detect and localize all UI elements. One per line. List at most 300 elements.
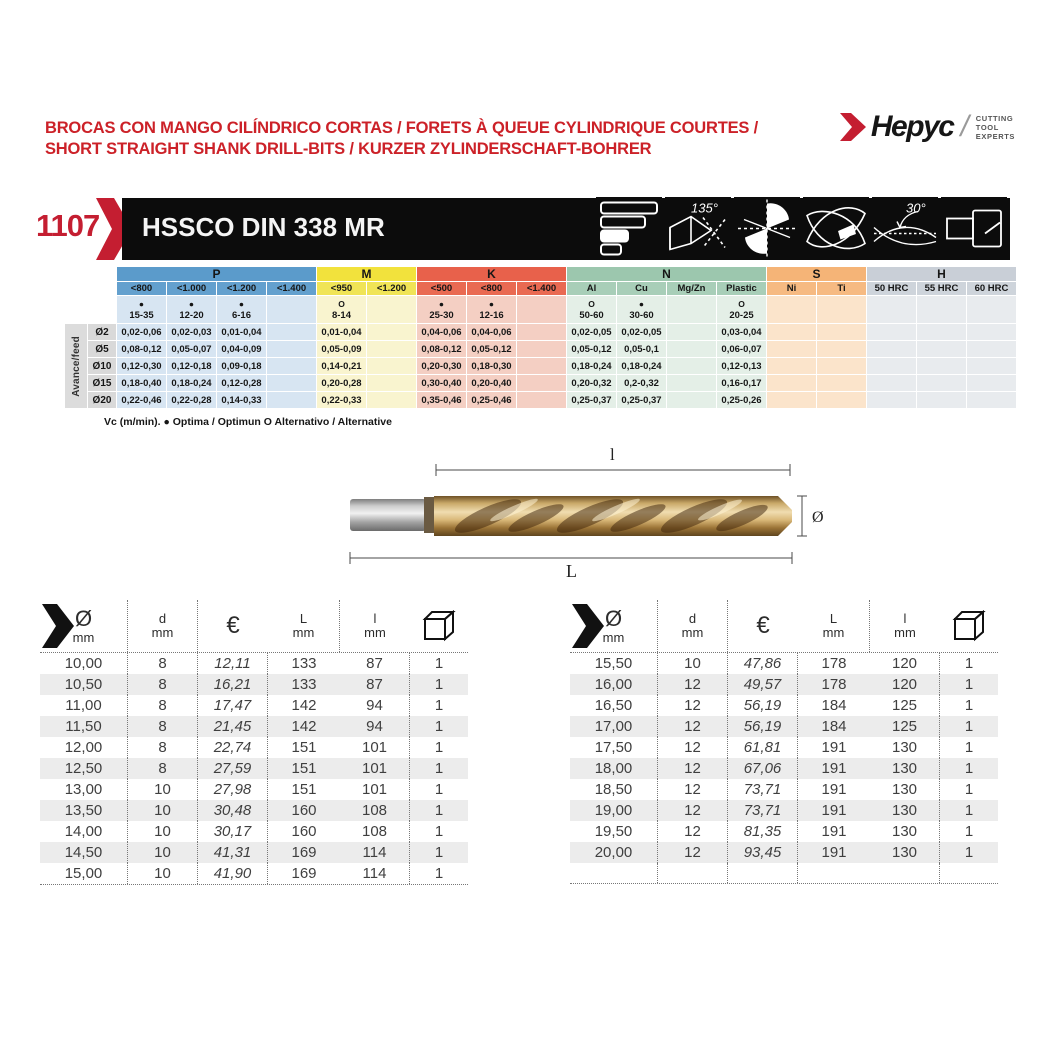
feed-value-cell: 0,12-0,13 <box>717 358 766 374</box>
drill-body <box>434 493 792 539</box>
feed-value-cell: 0,2-0,32 <box>617 375 666 391</box>
price-value: 81,35 <box>728 821 798 842</box>
material-sub-header: <500 <box>417 282 466 295</box>
total-length-value: 142 <box>291 718 317 735</box>
cylindrical-shank-icon <box>941 197 1007 260</box>
vc-cell <box>517 296 566 323</box>
price-value: 22,74 <box>198 737 268 758</box>
total-length-value: 178 <box>821 655 847 672</box>
feed-value-cell <box>667 392 716 408</box>
vc-cell <box>867 296 916 323</box>
alternative-symbol: O <box>338 298 345 309</box>
vc-cell <box>617 296 666 323</box>
feed-value-cell <box>667 324 716 340</box>
feed-value-cell: 0,25-0,26 <box>717 392 766 408</box>
col-header-diameter: Ø mm <box>570 600 658 652</box>
price-row <box>40 737 468 758</box>
feed-value-cell: 0,25-0,37 <box>617 392 666 408</box>
package-qty: 1 <box>964 823 974 840</box>
total-length-value: 160 <box>291 802 317 819</box>
flute-length-value: 87 <box>340 653 410 674</box>
col-header-package <box>410 600 468 652</box>
total-length-value: 133 <box>291 676 317 693</box>
material-sub-header: Mg/Zn <box>667 282 716 295</box>
price-value: 67,06 <box>728 758 798 779</box>
optimal-symbol: ● <box>138 298 145 309</box>
material-group-header: N <box>567 267 766 281</box>
price-value: 73,71 <box>728 800 798 821</box>
package-qty: 1 <box>964 676 974 693</box>
vc-range: 6-16 <box>231 309 251 321</box>
price-value: 30,48 <box>198 800 268 821</box>
shank-value: 10 <box>128 800 198 821</box>
vc-range: 20-25 <box>729 309 754 321</box>
col-header-total-length: L mm <box>798 600 870 652</box>
shank-value: 10 <box>128 842 198 863</box>
material-sub-header: 50 HRC <box>867 282 916 295</box>
shank-value: 8 <box>128 716 198 737</box>
feed-axis-label <box>65 324 87 408</box>
cutting-data-table <box>64 266 1017 409</box>
feed-value-cell: 0,12-0,28 <box>217 375 266 391</box>
feed-value-cell: 0,04-0,06 <box>467 324 516 340</box>
point-angle-135-icon <box>665 197 731 260</box>
feed-value-cell: 0,09-0,18 <box>217 358 266 374</box>
flute-length-value: 130 <box>870 737 940 758</box>
drill-figure <box>338 446 830 580</box>
price-row <box>570 737 998 758</box>
avance-feed-label: Avance/feed <box>70 335 82 397</box>
brand-slash: / <box>960 110 969 143</box>
price-table-body <box>570 653 998 884</box>
feed-value-cell: 0,01-0,04 <box>317 324 366 340</box>
total-length-value: 191 <box>821 823 847 840</box>
price-value: 73,71 <box>728 779 798 800</box>
package-qty: 1 <box>434 760 444 777</box>
spacer-cell <box>65 296 116 323</box>
feed-value-cell: 0,04-0,06 <box>417 324 466 340</box>
tagline-line: CUTTING <box>975 113 1014 123</box>
vc-cell <box>467 296 516 323</box>
vc-cell <box>967 296 1016 323</box>
spacer-row <box>570 863 998 883</box>
diameter-row-header: Ø2 <box>88 324 116 340</box>
feed-value-cell <box>267 358 316 374</box>
feed-value-cell: 0,02-0,05 <box>617 324 666 340</box>
package-qty: 1 <box>434 823 444 840</box>
diameter-value: 20,00 <box>570 842 658 863</box>
price-row <box>570 821 998 842</box>
price-row <box>570 800 998 821</box>
package-qty: 1 <box>964 802 974 819</box>
page-title-line2: SHORT STRAIGHT SHANK DRILL-BITS / KURZER ZYLINDERSCHAFT-BOHRER <box>45 140 652 158</box>
flute-length-value: 130 <box>870 800 940 821</box>
shank-value: 12 <box>658 674 728 695</box>
feed-value-cell: 0,35-0,46 <box>417 392 466 408</box>
col-header-flute-length: l mm <box>894 611 916 640</box>
price-value: 56,19 <box>728 716 798 737</box>
diameter-value: 12,50 <box>40 758 128 779</box>
vc-cell <box>717 296 766 323</box>
spacer-cell <box>940 863 998 883</box>
col-header-total-length: L mm <box>268 600 340 652</box>
brand-logo <box>840 110 1015 144</box>
feed-value-cell: 0,02-0,05 <box>567 324 616 340</box>
feed-value-cell: 0,04-0,09 <box>217 341 266 357</box>
col-header-diameter: Ø mm <box>40 600 128 652</box>
price-table-header <box>40 600 468 653</box>
product-name: HSSCO DIN 338 MR <box>142 212 385 242</box>
flute-length-value: 130 <box>870 758 940 779</box>
helix-angle-30-icon <box>872 197 938 260</box>
feed-value-cell: 0,22-0,28 <box>167 392 216 408</box>
drill-tip <box>778 496 792 536</box>
vc-cell <box>117 296 166 323</box>
shank-value: 12 <box>658 821 728 842</box>
vc-cell <box>317 296 366 323</box>
shank-value: 12 <box>658 800 728 821</box>
price-row <box>40 842 468 863</box>
total-length-value: 151 <box>291 760 317 777</box>
flute-length-value: 108 <box>340 821 410 842</box>
shank-value: 10 <box>658 653 728 674</box>
vc-range: 12-20 <box>179 309 204 321</box>
feed-value-cell <box>817 341 866 357</box>
vc-range: 30-60 <box>629 309 654 321</box>
tagline-line: TOOL <box>975 122 999 132</box>
price-row <box>40 800 468 821</box>
vc-cell <box>267 296 316 323</box>
feed-value-cell: 0,03-0,04 <box>717 324 766 340</box>
total-length-value: 191 <box>821 760 847 777</box>
total-length-value: 191 <box>821 844 847 861</box>
diameter-value: 19,00 <box>570 800 658 821</box>
price-value: 41,90 <box>198 863 268 884</box>
vc-cell <box>367 296 416 323</box>
diameter-value: 15,50 <box>570 653 658 674</box>
shank-value: 8 <box>128 695 198 716</box>
price-row <box>40 695 468 716</box>
feed-value-cell <box>767 341 816 357</box>
feed-value-cell: 0,05-0,12 <box>567 341 616 357</box>
flute-length-value: 130 <box>870 842 940 863</box>
material-sub-header: 60 HRC <box>967 282 1016 295</box>
vc-cell <box>567 296 616 323</box>
feed-value-cell: 0,20-0,30 <box>417 358 466 374</box>
feed-value-cell <box>367 392 416 408</box>
feed-value-cell: 0,05-0,12 <box>467 341 516 357</box>
diameter-dimension <box>797 496 807 536</box>
price-value: 16,21 <box>198 674 268 695</box>
feed-value-cell <box>817 392 866 408</box>
diameter-row-header: Ø20 <box>88 392 116 408</box>
flute-length-value: 101 <box>340 737 410 758</box>
shank-value: 8 <box>128 758 198 779</box>
feed-value-cell: 0,20-0,40 <box>467 375 516 391</box>
total-length-value: 133 <box>291 655 317 672</box>
feed-value-cell: 0,25-0,37 <box>567 392 616 408</box>
diameter-value: 18,50 <box>570 779 658 800</box>
feed-value-cell <box>917 358 966 374</box>
feed-value-cell: 0,05-0,1 <box>617 341 666 357</box>
feed-value-cell: 0,14-0,21 <box>317 358 366 374</box>
feed-value-cell: 0,18-0,24 <box>167 375 216 391</box>
feed-value-cell: 0,12-0,30 <box>117 358 166 374</box>
package-qty: 1 <box>434 802 444 819</box>
drill-shank <box>350 497 436 533</box>
shank-value: 8 <box>128 674 198 695</box>
price-row <box>570 842 998 863</box>
package-qty: 1 <box>964 739 974 756</box>
total-length-label: L <box>566 561 577 580</box>
shank-value: 12 <box>658 716 728 737</box>
flute-length-value: 130 <box>870 779 940 800</box>
feed-value-cell <box>817 324 866 340</box>
vc-range: 25-30 <box>429 309 454 321</box>
diameter-value: 14,00 <box>40 821 128 842</box>
price-row <box>40 779 468 800</box>
material-group-header: P <box>117 267 316 281</box>
feed-value-cell <box>917 375 966 391</box>
flute-length-dimension <box>436 464 790 476</box>
flute-length-value: 87 <box>340 674 410 695</box>
price-row <box>40 758 468 779</box>
feed-value-cell: 0,12-0,18 <box>167 358 216 374</box>
brand-tagline <box>976 114 1015 141</box>
feed-value-cell: 0,18-0,30 <box>467 358 516 374</box>
price-value: 41,31 <box>198 842 268 863</box>
feed-value-cell: 0,20-0,32 <box>567 375 616 391</box>
total-length-value: 169 <box>291 865 317 882</box>
feed-value-cell: 0,08-0,12 <box>417 341 466 357</box>
package-qty: 1 <box>434 697 444 714</box>
feed-value-cell: 0,05-0,07 <box>167 341 216 357</box>
col-header-package <box>940 600 998 652</box>
feed-value-cell <box>517 358 566 374</box>
feed-value-cell <box>867 375 916 391</box>
vc-cell <box>817 296 866 323</box>
page-title <box>45 118 758 160</box>
package-qty: 1 <box>964 697 974 714</box>
col-header-price: € <box>226 612 240 639</box>
diameter-value: 16,00 <box>570 674 658 695</box>
shank-value: 10 <box>128 863 198 884</box>
feed-value-cell <box>767 324 816 340</box>
diameter-value: 10,00 <box>40 653 128 674</box>
flute-length-value: 101 <box>340 758 410 779</box>
price-row <box>570 779 998 800</box>
flute-length-label: l <box>610 446 615 464</box>
diameter-value: 18,00 <box>570 758 658 779</box>
flute-length-value: 125 <box>870 716 940 737</box>
flute-length-value: 101 <box>340 779 410 800</box>
feed-value-cell: 0,02-0,06 <box>117 324 166 340</box>
package-qty: 1 <box>964 718 974 735</box>
material-sub-header: 55 HRC <box>917 282 966 295</box>
feed-value-cell <box>967 358 1016 374</box>
package-box-icon <box>952 610 986 642</box>
diameter-row-header: Ø5 <box>88 341 116 357</box>
package-qty: 1 <box>964 655 974 672</box>
feed-value-cell <box>867 392 916 408</box>
total-length-value: 151 <box>291 739 317 756</box>
feed-value-cell <box>667 375 716 391</box>
diameter-value: 10,50 <box>40 674 128 695</box>
total-length-value: 184 <box>821 697 847 714</box>
feed-value-cell <box>367 324 416 340</box>
diameter-value: 19,50 <box>570 821 658 842</box>
total-length-value: 160 <box>291 823 317 840</box>
shank-value: 10 <box>128 779 198 800</box>
package-qty: 1 <box>434 844 444 861</box>
spacer-cell <box>728 863 798 883</box>
col-header-shank: d mm <box>128 600 198 652</box>
feed-value-cell: 0,16-0,17 <box>717 375 766 391</box>
spacer-cell <box>65 267 116 281</box>
spacer-cell <box>658 863 728 883</box>
feed-value-cell: 0,08-0,12 <box>117 341 166 357</box>
optimal-symbol: ● <box>438 298 445 309</box>
feed-value-cell <box>267 324 316 340</box>
price-value: 27,98 <box>198 779 268 800</box>
diameter-value: 17,50 <box>570 737 658 758</box>
feed-value-cell: 0,22-0,33 <box>317 392 366 408</box>
material-group-header: H <box>867 267 1016 281</box>
feed-value-cell: 0,05-0,09 <box>317 341 366 357</box>
price-row <box>40 863 468 884</box>
brand-arrow-icon <box>840 113 866 141</box>
vc-cell <box>667 296 716 323</box>
diameter-value: 16,50 <box>570 695 658 716</box>
diameter-value: 13,00 <box>40 779 128 800</box>
alternative-symbol: O <box>588 298 595 309</box>
price-value: 47,86 <box>728 653 798 674</box>
material-sub-header: <1.200 <box>367 282 416 295</box>
price-row <box>570 758 998 779</box>
feed-value-cell <box>917 324 966 340</box>
diameter-value: 12,00 <box>40 737 128 758</box>
feed-value-cell <box>517 392 566 408</box>
helix-angle-label: 30° <box>906 200 926 216</box>
shank-value: 12 <box>658 695 728 716</box>
point-angle-label: 135° <box>691 200 718 216</box>
price-row <box>40 674 468 695</box>
feed-value-cell <box>517 324 566 340</box>
shank-value: 10 <box>128 821 198 842</box>
vc-range: 8-14 <box>331 309 351 321</box>
feed-value-cell <box>267 392 316 408</box>
feed-value-cell <box>917 392 966 408</box>
feed-value-cell <box>967 341 1016 357</box>
total-length-value: 191 <box>821 739 847 756</box>
diameter-value: 11,00 <box>40 695 128 716</box>
spacer-cell <box>65 282 116 295</box>
total-length-value: 169 <box>291 844 317 861</box>
price-row <box>570 653 998 674</box>
brand-name: Hepyc <box>870 110 954 143</box>
price-row <box>570 674 998 695</box>
feed-value-cell <box>917 341 966 357</box>
material-sub-header: Al <box>567 282 616 295</box>
material-group-header: S <box>767 267 866 281</box>
material-sub-header: <1.200 <box>217 282 266 295</box>
cross-section-icon <box>734 197 800 260</box>
shank-value: 12 <box>658 758 728 779</box>
price-table-right <box>570 600 998 884</box>
feed-value-cell <box>667 358 716 374</box>
package-qty: 1 <box>434 655 444 672</box>
material-sub-header: <800 <box>117 282 166 295</box>
feed-value-cell <box>967 324 1016 340</box>
price-value: 12,11 <box>198 653 268 674</box>
shank-value: 8 <box>128 737 198 758</box>
price-value: 21,45 <box>198 716 268 737</box>
alternative-symbol: O <box>738 298 745 309</box>
material-sub-header: Cu <box>617 282 666 295</box>
package-qty: 1 <box>434 718 444 735</box>
total-length-value: 191 <box>821 781 847 798</box>
feed-value-cell <box>867 358 916 374</box>
feed-value-cell <box>817 375 866 391</box>
feed-value-cell: 0,20-0,28 <box>317 375 366 391</box>
package-qty: 1 <box>964 781 974 798</box>
vc-range: 12-16 <box>479 309 504 321</box>
vc-cell <box>217 296 266 323</box>
flute-length-value: 120 <box>870 674 940 695</box>
col-header-flute-length: l mm <box>364 611 386 640</box>
price-row <box>40 653 468 674</box>
price-value: 30,17 <box>198 821 268 842</box>
diameter-value: 17,00 <box>570 716 658 737</box>
shank-value: 12 <box>658 779 728 800</box>
feed-value-cell <box>367 358 416 374</box>
flute-length-value: 114 <box>340 863 410 884</box>
feed-value-cell: 0,25-0,46 <box>467 392 516 408</box>
flute-length-value: 94 <box>340 695 410 716</box>
package-qty: 1 <box>434 739 444 756</box>
feed-value-cell: 0,06-0,07 <box>717 341 766 357</box>
feed-value-cell: 0,18-0,40 <box>117 375 166 391</box>
material-sub-header: Ni <box>767 282 816 295</box>
feed-value-cell <box>517 341 566 357</box>
feed-value-cell: 0,18-0,24 <box>617 358 666 374</box>
chevron-icon <box>42 604 76 648</box>
feed-value-cell <box>517 375 566 391</box>
feed-value-cell <box>867 324 916 340</box>
price-value: 27,59 <box>198 758 268 779</box>
material-sub-header: <950 <box>317 282 366 295</box>
price-value: 61,81 <box>728 737 798 758</box>
price-value: 56,19 <box>728 695 798 716</box>
flute-length-value: 120 <box>870 653 940 674</box>
optimal-symbol: ● <box>488 298 495 309</box>
flute-length-value: 114 <box>340 842 410 863</box>
feed-value-cell: 0,30-0,40 <box>417 375 466 391</box>
col-header-price: € <box>756 612 770 639</box>
package-qty: 1 <box>434 781 444 798</box>
feed-value-cell <box>767 375 816 391</box>
feed-value-cell <box>267 341 316 357</box>
total-length-value: 191 <box>821 802 847 819</box>
diameter-label: Ø <box>812 509 824 526</box>
diameter-row-header: Ø10 <box>88 358 116 374</box>
total-length-value: 178 <box>821 676 847 693</box>
price-table-body <box>40 653 468 885</box>
optimal-symbol: ● <box>238 298 245 309</box>
material-sub-header: Plastic <box>717 282 766 295</box>
flute-length-value: 108 <box>340 800 410 821</box>
diameter-row-header: Ø15 <box>88 375 116 391</box>
